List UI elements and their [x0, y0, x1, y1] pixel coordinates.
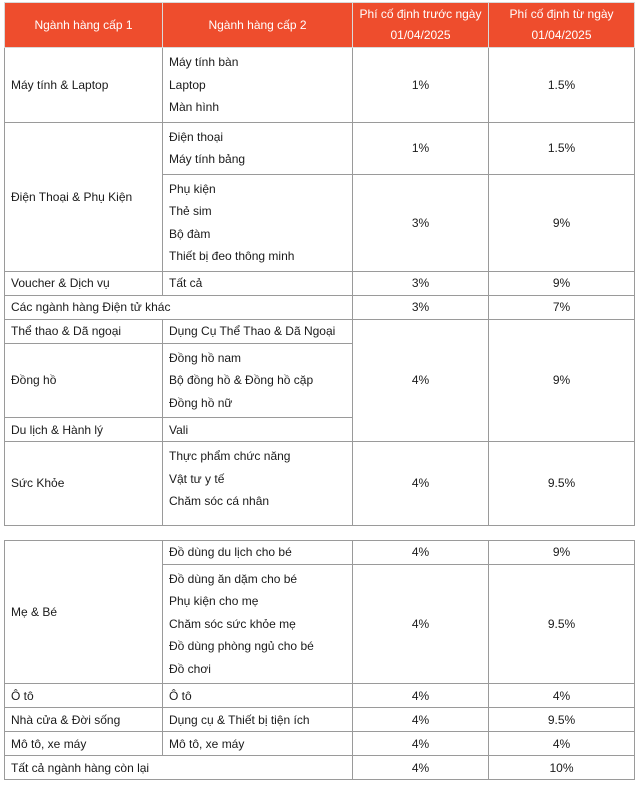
- fee-before-cell: 1%: [353, 48, 489, 123]
- fee-after-cell: 9%: [489, 540, 635, 564]
- cat2-cell: Ô tô: [163, 684, 353, 708]
- cat1-cell: Máy tính & Laptop: [5, 48, 163, 123]
- cat2-item: Đồ dùng phòng ngủ cho bé: [169, 639, 314, 653]
- table-row: [5, 122, 635, 174]
- cat2-cell: [163, 564, 353, 684]
- cat2-cell: [163, 343, 353, 418]
- cat2-item: Máy tính bàn: [169, 55, 239, 69]
- table-row: [5, 684, 635, 708]
- cat2-item: Vật tư y tế: [169, 471, 225, 486]
- header-col4-line1: Phí cố định từ ngày: [509, 7, 614, 21]
- fee-after-cell: 9%: [489, 174, 635, 271]
- cat2-item: Điện thoại: [169, 129, 224, 144]
- fee-before-cell: 4%: [353, 540, 489, 564]
- cat2-item: Máy tính bảng: [169, 152, 246, 166]
- cat2-cell: Vali: [163, 418, 353, 442]
- fee-after-cell: 1.5%: [489, 48, 635, 123]
- table-row: [5, 295, 635, 319]
- fee-before-cell: 4%: [353, 319, 489, 442]
- cat2-item: Bộ đồng hồ & Đồng hồ cặp: [169, 373, 314, 387]
- cat2-cell: [163, 442, 353, 526]
- cat2-cell: Đồ dùng du lịch cho bé: [163, 540, 353, 564]
- fee-before-cell: 3%: [353, 295, 489, 319]
- header-row: [5, 3, 635, 48]
- cat2-item: Màn hình: [169, 100, 220, 114]
- fee-before-cell: 4%: [353, 732, 489, 756]
- header-col3-line2: 01/04/2025: [390, 28, 451, 42]
- fee-before-cell: 1%: [353, 122, 489, 174]
- cat2-item: Thẻ sim: [169, 204, 212, 218]
- cat1-cell: Đồng hồ: [5, 343, 163, 418]
- cat1-cell: Sức Khỏe: [5, 442, 163, 526]
- cat2-item: Thiết bị đeo thông minh: [169, 249, 295, 263]
- fee-before-cell: 3%: [353, 174, 489, 271]
- cat2-item: Phụ kiện: [169, 181, 216, 196]
- cat1-cell: Tất cả ngành hàng còn lại: [5, 756, 353, 780]
- fee-before-cell: 4%: [353, 756, 489, 780]
- header-category-level-1: [5, 3, 163, 48]
- fee-after-cell: 1.5%: [489, 122, 635, 174]
- table-row: [5, 442, 635, 526]
- table-gap: [5, 525, 635, 540]
- fee-after-cell: 4%: [489, 732, 635, 756]
- fee-before-cell: 4%: [353, 684, 489, 708]
- fee-after-cell: 4%: [489, 684, 635, 708]
- cat1-cell: Điện Thoại & Phụ Kiện: [5, 122, 163, 271]
- table-row: [5, 271, 635, 295]
- cat1-cell: Voucher & Dịch vụ: [5, 271, 163, 295]
- table-row: [5, 48, 635, 123]
- table-row: [5, 708, 635, 732]
- fee-before-cell: 4%: [353, 564, 489, 684]
- cat2-item: Đồng hồ nữ: [169, 395, 233, 410]
- cat2-item: Đồ dùng ăn dặm cho bé: [169, 571, 298, 586]
- fee-before-cell: 4%: [353, 442, 489, 526]
- fee-after-cell: 10%: [489, 756, 635, 780]
- cat2-item: Thực phẩm chức năng: [169, 449, 291, 463]
- cat1-cell: Nhà cửa & Đời sống: [5, 708, 163, 732]
- fee-after-cell: 7%: [489, 295, 635, 319]
- cat2-cell: Dụng Cụ Thể Thao & Dã Ngoại: [163, 319, 353, 343]
- cat2-item: Đồng hồ nam: [169, 350, 242, 365]
- cat1-cell: Mô tô, xe máy: [5, 732, 163, 756]
- fee-table: [4, 2, 635, 780]
- cat2-item: Chăm sóc sức khỏe mẹ: [169, 616, 296, 631]
- cat2-cell: [163, 174, 353, 271]
- cat2-cell: [163, 122, 353, 174]
- cat2-item: Bộ đàm: [169, 226, 211, 241]
- cat2-cell: Tất cả: [163, 271, 353, 295]
- table-row: [5, 732, 635, 756]
- cat1-cell: Thể thao & Dã ngoại: [5, 319, 163, 343]
- header-col4-line2: 01/04/2025: [531, 28, 592, 42]
- fee-before-cell: 3%: [353, 271, 489, 295]
- cat2-cell: [163, 48, 353, 123]
- cat2-cell: Dụng cụ & Thiết bị tiện ích: [163, 708, 353, 732]
- cat1-cell: Ô tô: [5, 684, 163, 708]
- fee-after-cell: 9.5%: [489, 708, 635, 732]
- table-row: [5, 540, 635, 564]
- cat2-item: Chăm sóc cá nhân: [169, 494, 270, 508]
- header-col2-text: Ngành hàng cấp 2: [208, 17, 307, 32]
- fee-after-cell: 9.5%: [489, 442, 635, 526]
- cat1-cell: Mẹ & Bé: [5, 540, 163, 684]
- header-fee-before: [353, 3, 489, 48]
- fee-table-container: [4, 2, 634, 780]
- fee-after-cell: 9.5%: [489, 564, 635, 684]
- cat2-item: Phụ kiện cho mẹ: [169, 594, 259, 608]
- fee-after-cell: 9%: [489, 271, 635, 295]
- cat2-item: Đồ chơi: [169, 661, 211, 676]
- header-category-level-2: [163, 3, 353, 48]
- table-row: [5, 756, 635, 780]
- header-col1-text: Ngành hàng cấp 1: [34, 17, 133, 32]
- cat1-cell: Du lịch & Hành lý: [5, 418, 163, 442]
- cat2-item: Laptop: [169, 77, 206, 92]
- cat1-cell: Các ngành hàng Điện tử khác: [5, 295, 353, 319]
- header-fee-after: [489, 3, 635, 48]
- fee-after-cell: 9%: [489, 319, 635, 442]
- table-row: [5, 319, 635, 343]
- fee-before-cell: 4%: [353, 708, 489, 732]
- header-col3-line1: Phí cố định trước ngày: [359, 7, 482, 21]
- cat2-cell: Mô tô, xe máy: [163, 732, 353, 756]
